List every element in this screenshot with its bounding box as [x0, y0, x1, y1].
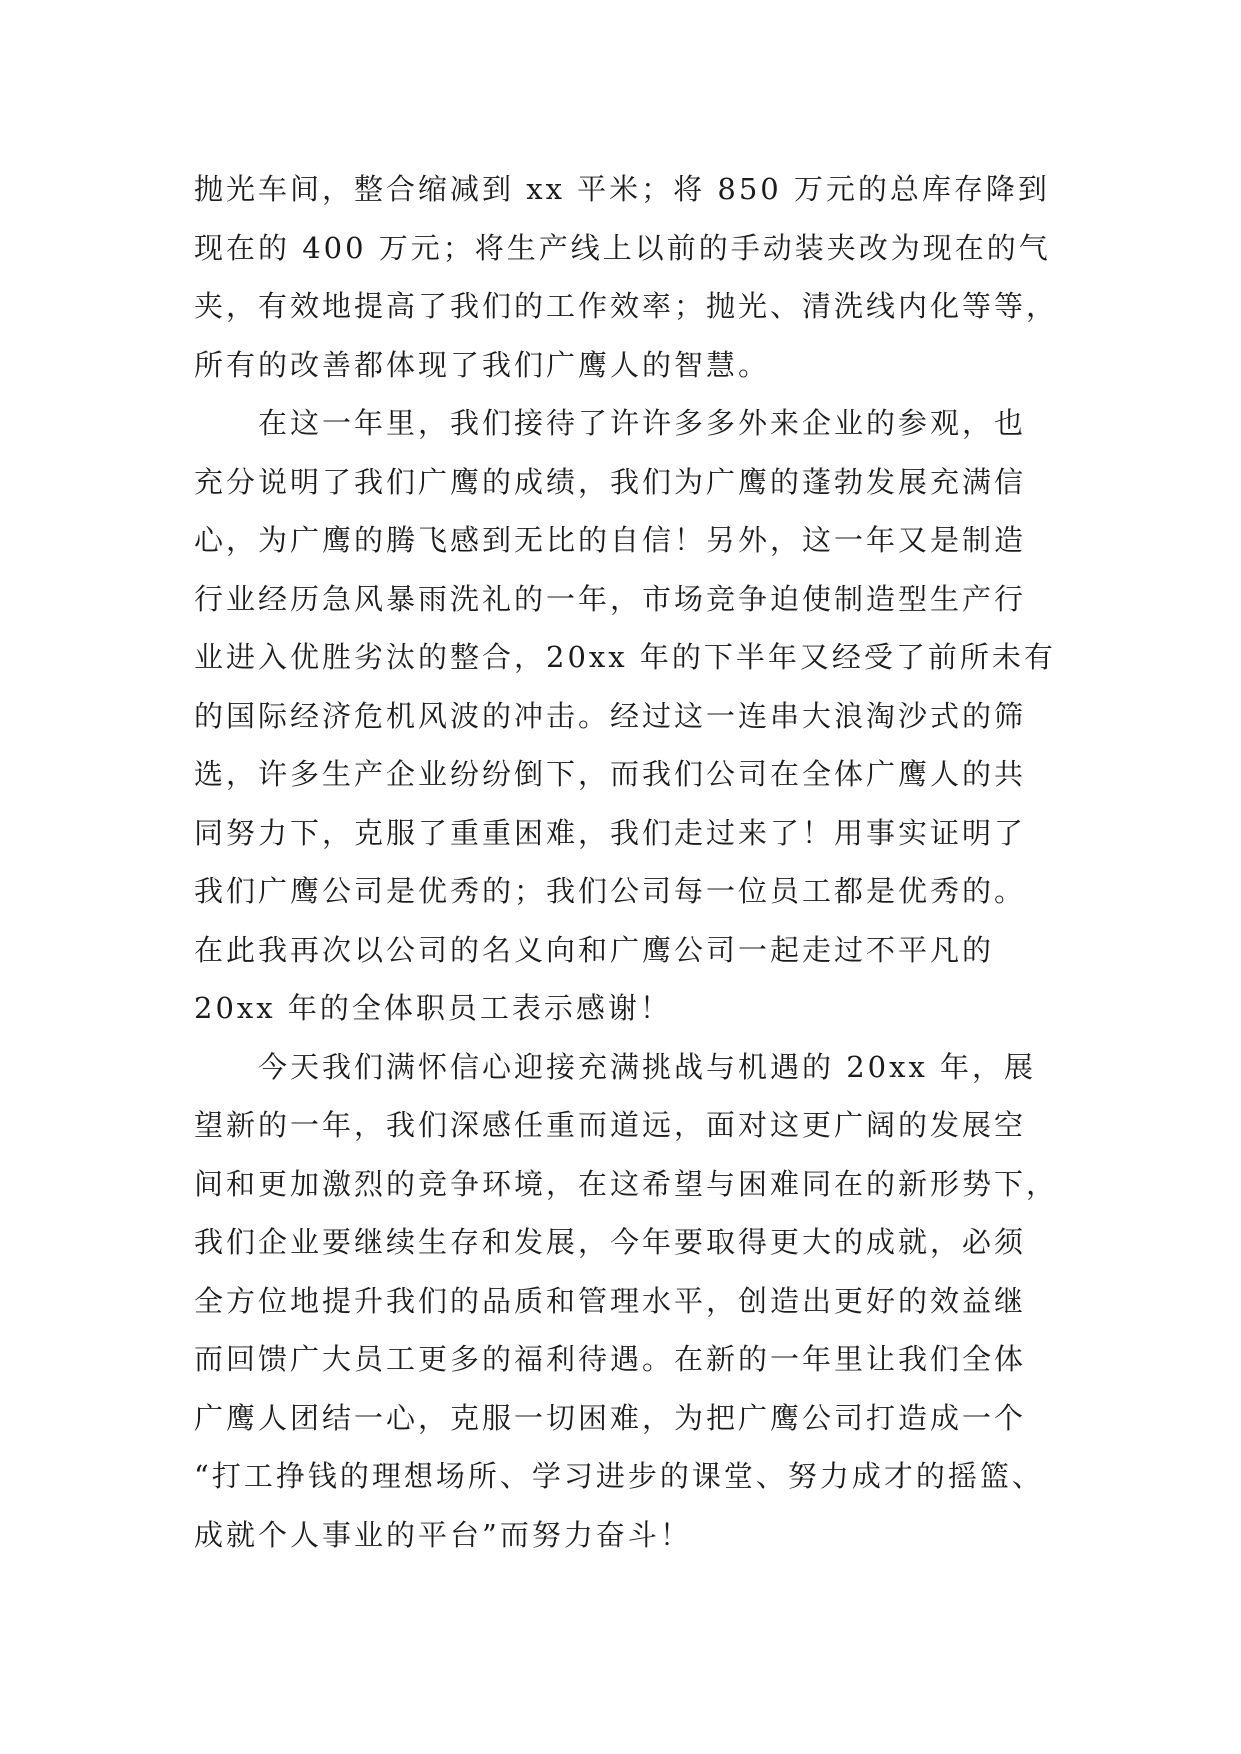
text-line: 我们广鹰公司是优秀的；我们公司每一位员工都是优秀的。 [194, 874, 1027, 908]
text-line: 充分说明了我们广鹰的成绩，我们为广鹰的蓬勃发展充满信 [194, 464, 1027, 499]
text-line: 现在的 400 万元；将生产线上以前的手动装夹改为现在的气 [194, 230, 1051, 265]
document-body [194, 160, 1064, 1564]
text-line: “打工挣钱的理想场所、学习进步的课堂、努力成才的摇篮、 [194, 1459, 1044, 1493]
text-line: 间和更加激烈的竞争环境，在这希望与困难同在的新形势下， [194, 1166, 1059, 1201]
text-line: 在这一年里，我们接待了许许多多外来企业的参观，也 [258, 406, 1027, 440]
text-line: 望新的一年，我们深感任重而道远，面对这更广阔的发展空 [194, 1108, 1027, 1142]
paragraph-2 [194, 394, 1064, 1038]
paragraph-3 [194, 1038, 1064, 1565]
text-line: 抛光车间，整合缩减到 xx 平米；将 850 万元的总库存降到 [194, 172, 1050, 206]
text-line: 同努力下，克服了重重困难，我们走过来了！用事实证明了 [194, 815, 1027, 850]
text-line: 20xx 年的全体职员工表示感谢！ [194, 991, 672, 1025]
text-line: 所有的改善都体现了我们广鹰人的智慧。 [194, 347, 771, 382]
text-line: 成就个人事业的平台”而努力奋斗！ [194, 1517, 692, 1552]
text-line: 而回馈广大员工更多的福利待遇。在新的一年里让我们全体 [194, 1342, 1027, 1376]
text-line: 行业经历急风暴雨洗礼的一年，市场竞争迫使制造型生产行 [194, 581, 1027, 616]
text-line: 心，为广鹰的腾飞感到无比的自信！另外，这一年又是制造 [194, 523, 1027, 557]
text-line: 广鹰人团结一心，克服一切困难，为把广鹰公司打造成一个 [194, 1400, 1027, 1435]
text-line: 全方位地提升我们的品质和管理水平，创造出更好的效益继 [194, 1283, 1027, 1318]
text-line: 今天我们满怀信心迎接充满挑战与机遇的 20xx 年，展 [258, 1049, 1037, 1084]
text-line: 业进入优胜劣汰的整合，20xx 年的下半年又经受了前所未有 [194, 640, 1056, 674]
text-line: 选，许多生产企业纷纷倒下，而我们公司在全体广鹰人的共 [194, 757, 1027, 791]
text-line: 在此我再次以公司的名义向和广鹰公司一起走过不平凡的 [194, 932, 995, 967]
text-line: 的国际经济危机风波的冲击。经过这一连串大浪淘沙式的筛 [194, 698, 1027, 733]
paragraph-1 [194, 160, 1064, 394]
text-line: 我们企业要继续生存和发展，今年要取得更大的成就，必须 [194, 1225, 1027, 1259]
text-line: 夹，有效地提高了我们的工作效率；抛光、清洗线内化等等， [194, 289, 1059, 323]
